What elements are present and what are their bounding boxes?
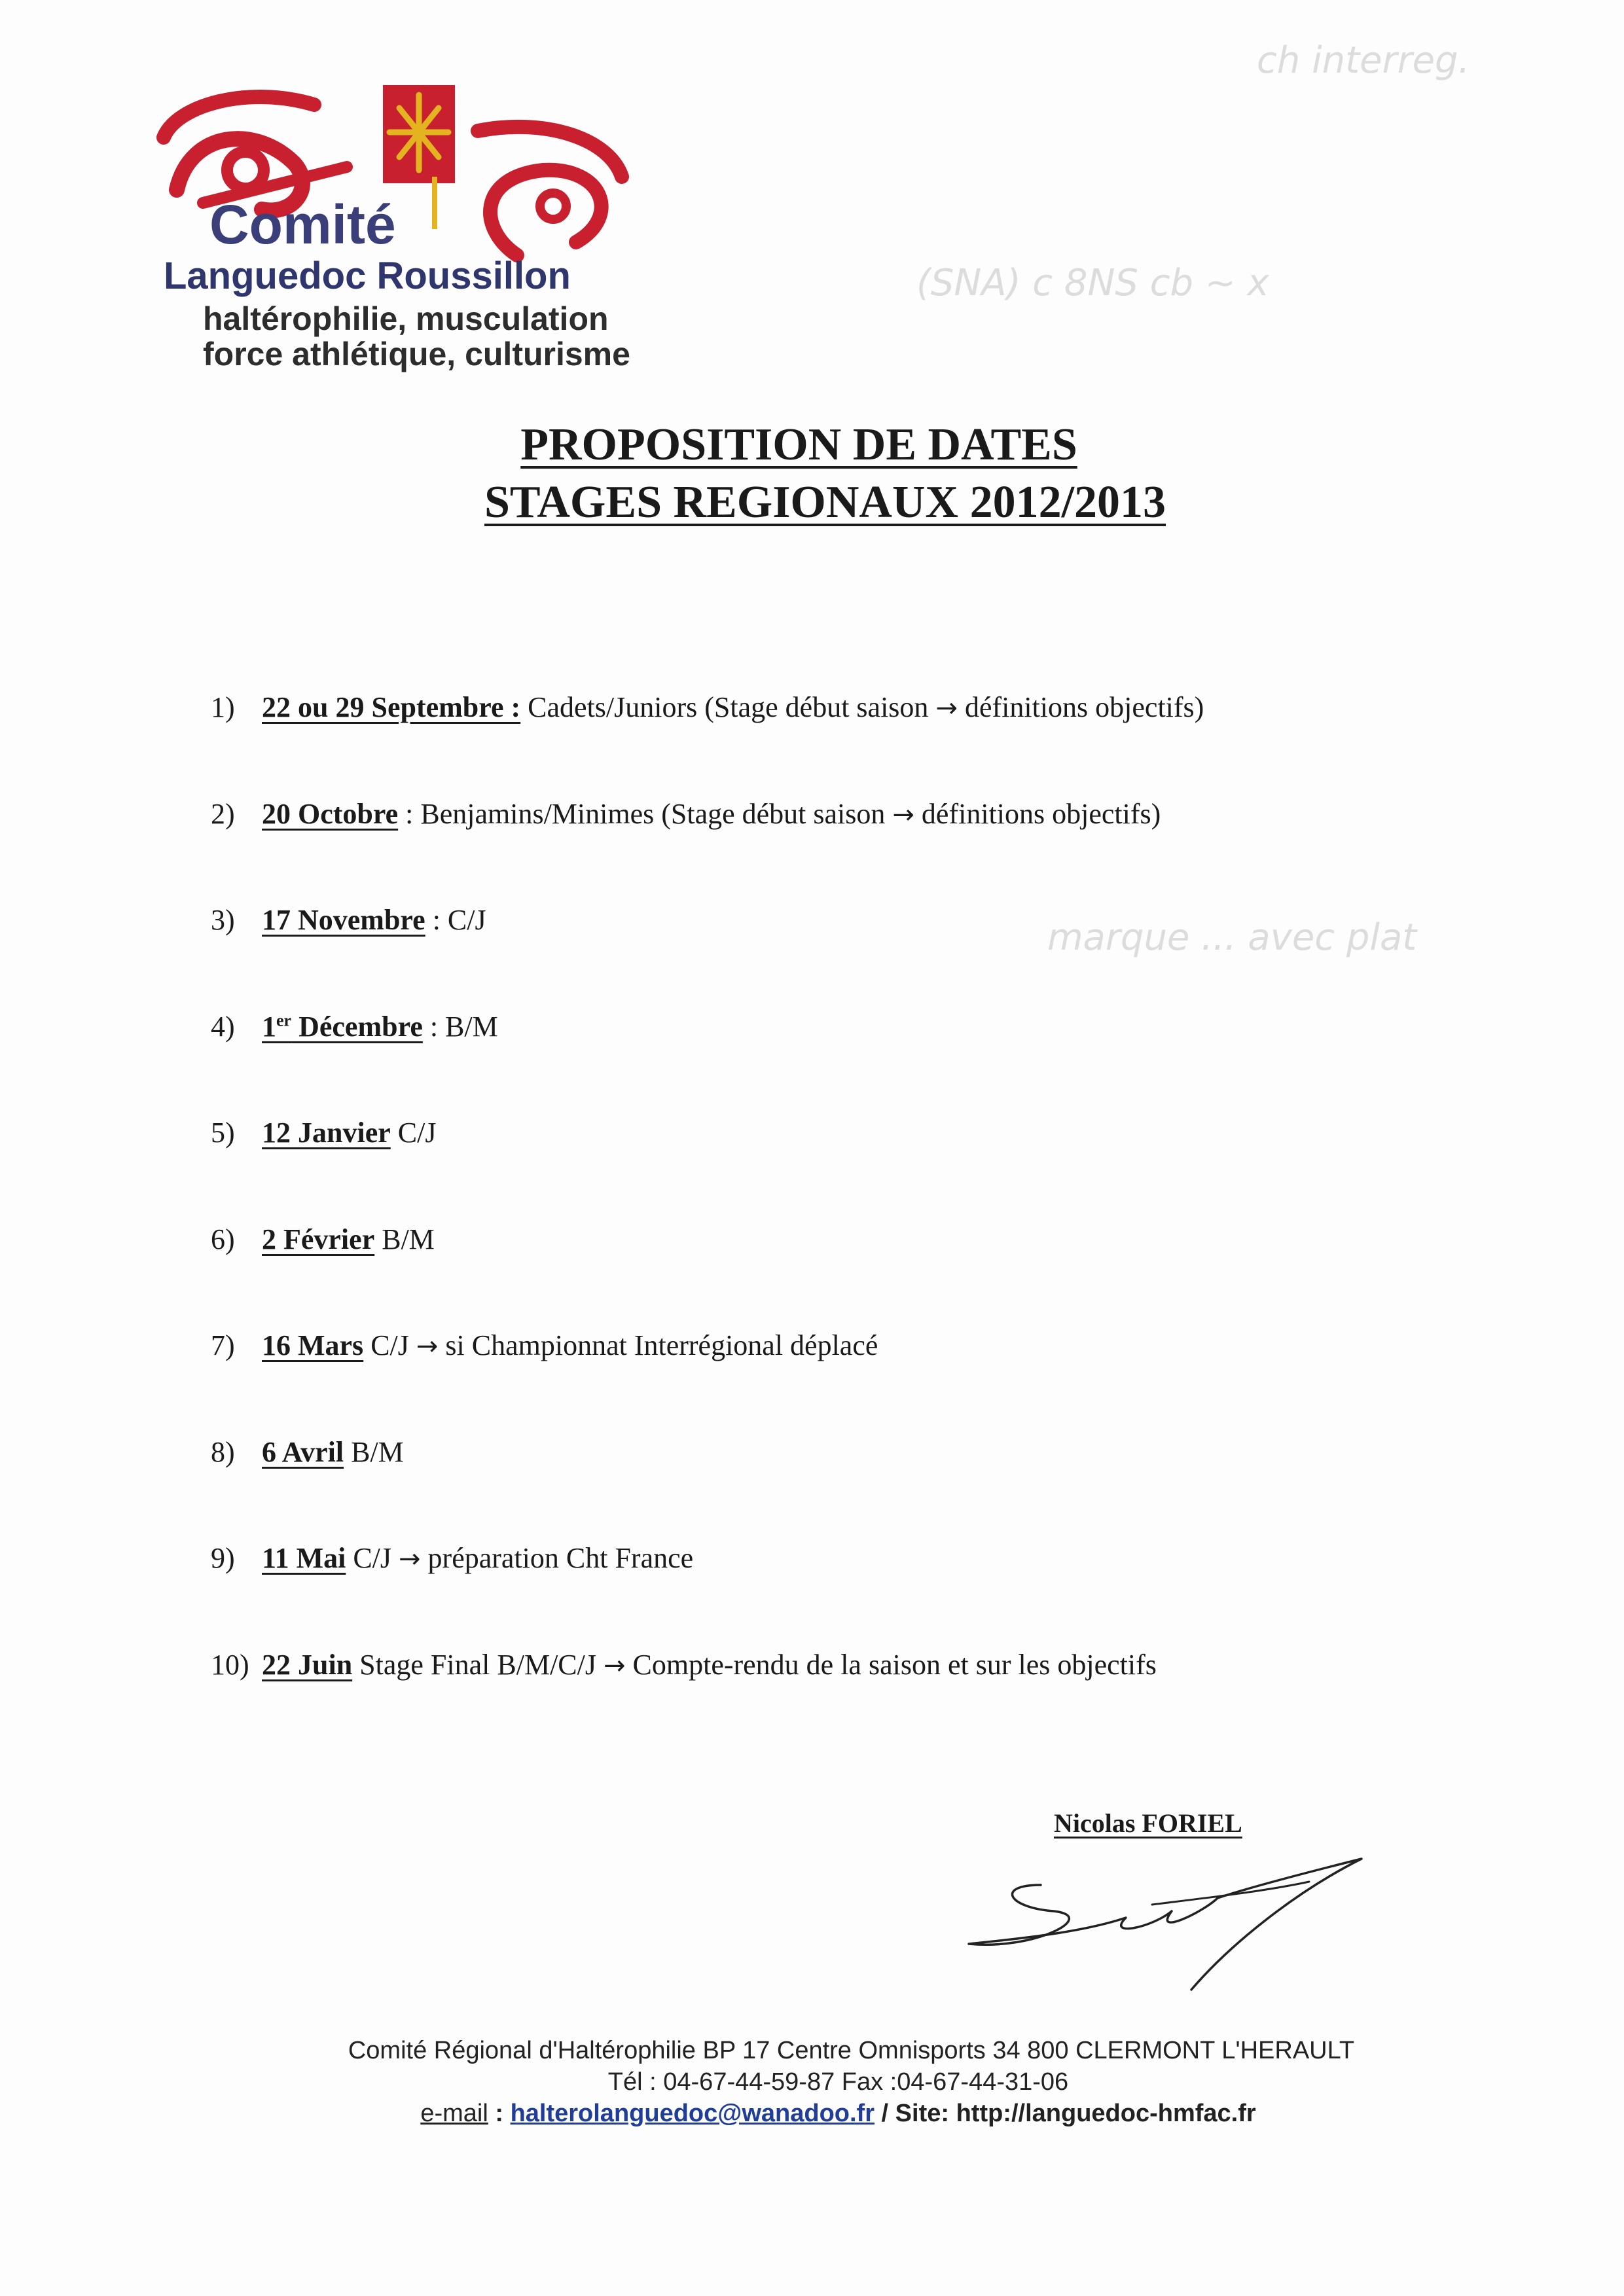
footer-phone: Tél : 04-67-44-59-87 Fax :04-67-44-31-06 xyxy=(607,2068,1069,2096)
item-description: C/J xyxy=(363,1329,416,1361)
item-number: 10) xyxy=(211,1649,249,1681)
item-number: 3) xyxy=(211,904,235,936)
arrow-right-icon: → xyxy=(604,1651,626,1681)
logo-name: Comité xyxy=(209,194,396,255)
signer-name: Nicolas FORIEL xyxy=(1054,1808,1242,1838)
item-description: C/J xyxy=(346,1542,399,1574)
item-date: 6 Avril xyxy=(262,1436,344,1468)
list-item xyxy=(211,1648,1157,1681)
item-date: 11 Mai xyxy=(262,1542,346,1574)
logo-region: Languedoc Roussillon xyxy=(164,255,571,297)
list-item xyxy=(211,1116,436,1149)
item-description: : Benjamins/Minimes (Stage début saison xyxy=(398,798,893,830)
arrow-right-icon: → xyxy=(399,1544,421,1574)
item-description: Cadets/Juniors (Stage début saison xyxy=(520,691,936,723)
item-number: 7) xyxy=(211,1329,235,1361)
bleed-through-handwriting: ch interreg. xyxy=(1257,39,1470,82)
item-date: 22 Juin xyxy=(262,1649,353,1681)
item-date: 20 Octobre xyxy=(262,798,399,830)
footer-contact xyxy=(26,2100,1624,2128)
item-number: 2) xyxy=(211,798,235,830)
item-description: C/J xyxy=(390,1117,437,1149)
document-title-line2: STAGES REGIONAUX 2012/2013 xyxy=(484,477,1166,528)
item-date: 2 Février xyxy=(262,1223,375,1255)
arrow-right-icon: → xyxy=(892,800,914,830)
item-date: 1er Décembre xyxy=(262,1011,423,1043)
handwritten-signature xyxy=(956,1846,1375,1996)
bleed-through-handwriting: (SNA) c 8NS cb ~ x xyxy=(916,262,1269,304)
item-description: B/M xyxy=(374,1223,435,1255)
list-item xyxy=(211,1010,498,1043)
item-detail: si Championnat Interrégional déplacé xyxy=(438,1329,878,1361)
item-date: 22 ou 29 Septembre : xyxy=(262,691,521,723)
bleed-through-handwriting: marque ... avec plat xyxy=(1047,916,1417,959)
item-detail: définitions objectifs) xyxy=(957,691,1204,723)
item-description: B/M xyxy=(344,1436,404,1468)
list-item xyxy=(211,1435,404,1469)
footer-address: Comité Régional d'Haltérophilie BP 17 Centre Omnisports 34 800 CLERMONT L'HERAULT xyxy=(348,2037,1355,2064)
document-title-line1: PROPOSITION DE DATES xyxy=(520,420,1077,470)
item-detail: Compte-rendu de la saison et sur les objectifs xyxy=(625,1649,1157,1681)
list-item xyxy=(211,691,1204,724)
list-item xyxy=(211,903,486,937)
list-item xyxy=(211,797,1161,831)
email-link[interactable]: halterolanguedoc@wanadoo.fr xyxy=(510,2100,875,2127)
item-date: 17 Novembre xyxy=(262,904,425,936)
arrow-right-icon: → xyxy=(416,1331,439,1361)
list-item xyxy=(211,1329,878,1362)
item-number: 9) xyxy=(211,1542,235,1574)
item-date: 12 Janvier xyxy=(262,1117,391,1149)
list-item xyxy=(211,1223,435,1256)
item-detail: définitions objectifs) xyxy=(914,798,1161,830)
item-number: 6) xyxy=(211,1223,235,1255)
item-date: 16 Mars xyxy=(262,1329,364,1361)
logo-subtitle-line1: haltérophilie, musculation xyxy=(203,300,609,337)
email-label: e-mail xyxy=(420,2100,488,2127)
list-item xyxy=(211,1541,693,1575)
item-description: Stage Final B/M/C/J xyxy=(352,1649,604,1681)
item-description: : B/M xyxy=(422,1011,498,1043)
item-number: 8) xyxy=(211,1436,235,1468)
site-text: / Site: http://languedoc-hmfac.fr xyxy=(875,2100,1256,2127)
committee-logo xyxy=(151,79,674,380)
item-number: 1) xyxy=(211,691,235,723)
item-detail: préparation Cht France xyxy=(420,1542,694,1574)
logo-subtitle-line2: force athlétique, culturisme xyxy=(203,336,630,372)
item-description: : C/J xyxy=(425,904,486,936)
arrow-right-icon: → xyxy=(935,693,958,723)
ordinal-suffix: er xyxy=(276,1011,292,1030)
item-number: 4) xyxy=(211,1011,235,1043)
email-separator: : xyxy=(488,2100,511,2127)
item-number: 5) xyxy=(211,1117,235,1149)
